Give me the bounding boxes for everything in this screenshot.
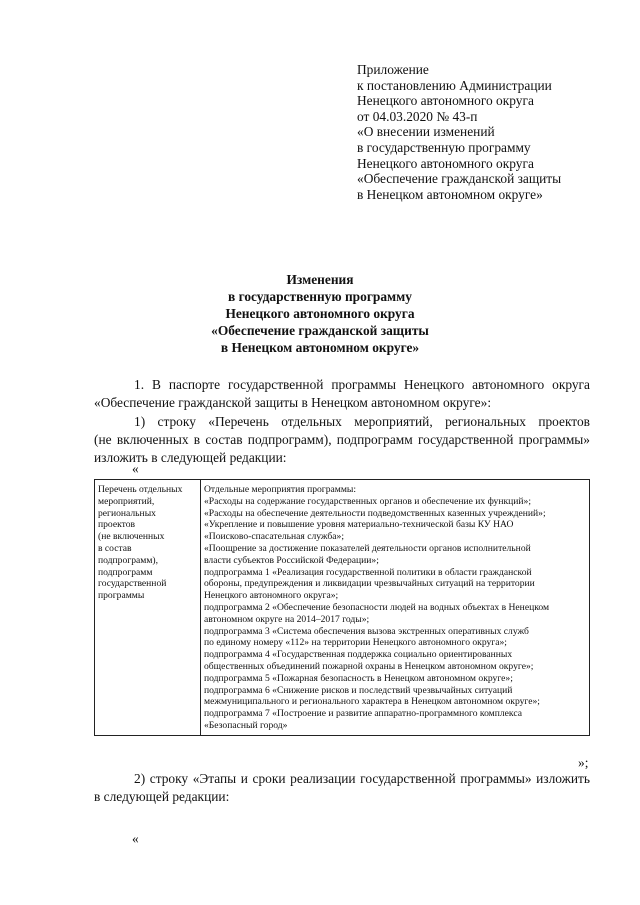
cell-line: «Расходы на содержание государственных органов и обеспечение их функций»; [204, 495, 532, 507]
appendix-line: «Обеспечение гражданской защиты [357, 171, 562, 187]
cell-line: власти субъектов Российской Федерации»; [204, 554, 379, 566]
cell-line: «Безопасный город» [204, 719, 288, 731]
appendix-block [357, 62, 561, 202]
appendix-line: к постановлению Администрации [357, 77, 552, 93]
cell-line: Перечень отдельных [98, 484, 183, 495]
cell-line: подпрограмма 4 «Государственная поддержка социально ориентированных [204, 649, 513, 661]
cell-line: подпрограмма 3 «Система обеспечения вызова экстренных оперативных служб [204, 625, 529, 637]
title-line: Ненецкого автономного округа [225, 306, 415, 321]
cell-line: «Укрепление и повышение уровня материально-технической базы КУ НАО [204, 519, 514, 531]
cell-line: «Поощрение за достижение показателей деятельности органов исполнительной [204, 542, 531, 554]
document-title [0, 271, 640, 356]
appendix-line: «О внесении изменений [357, 124, 495, 140]
paragraph-line: в следующей редакции: [94, 789, 230, 804]
cell-line: мероприятий, [98, 495, 155, 507]
title-line: Изменения [286, 272, 354, 287]
cell-line: подпрограмм [98, 566, 153, 578]
cell-line: «Расходы на обеспечение деятельности подведомственных казенных учреждений»; [204, 507, 546, 519]
appendix-line: Ненецкого автономного округа [357, 155, 534, 171]
cell-line: подпрограмма 6 «Снижение рисков и последствий чрезвычайных ситуаций [204, 684, 513, 696]
title-line: в Ненецком автономном округе» [220, 340, 420, 355]
appendix-line: от 04.03.2020 № 43-п [357, 108, 478, 124]
paragraph-2 [94, 413, 590, 467]
cell-line: программы [98, 590, 145, 602]
cell-line: по единому номеру «112» на территории Ненецкого автономного округа»; [204, 637, 507, 649]
cell-line: региональных [98, 507, 156, 519]
title-line: «Обеспечение гражданской защиты [211, 323, 429, 338]
cell-line: государственной [98, 578, 167, 590]
table-row [95, 480, 590, 736]
table-cell-content [201, 480, 590, 736]
table-cell-label [95, 480, 201, 736]
title-line: в государственную программу [228, 289, 412, 304]
paragraph-line: 1) строку «Перечень отдельных мероприятий, региональных проектов [134, 414, 590, 429]
opening-quote: « [132, 461, 139, 476]
cell-line: проектов [98, 519, 136, 531]
paragraph-line: 2) строку «Этапы и сроки реализации государственной программы» изложить [134, 771, 590, 786]
appendix-line: Приложение [357, 62, 429, 77]
program-table [94, 479, 590, 736]
closing-quote: »; [578, 755, 589, 770]
cell-line: в состав [98, 542, 132, 554]
opening-quote-2: « [132, 831, 139, 846]
cell-line: подпрограмм), [98, 554, 158, 566]
cell-line: «Поисково-спасательная служба»; [204, 531, 345, 543]
paragraph-line: изложить в следующей редакции: [94, 450, 287, 465]
cell-line: обороны, предупреждения и ликвидации чрезвычайных ситуаций на территории [204, 578, 535, 590]
cell-line: подпрограмма 1 «Реализация государственной политики в области гражданской [204, 566, 532, 578]
paragraph-line: 1. В паспорте государственной программы Ненецкого автономного округа [134, 377, 590, 392]
cell-line: общественных объединений пожарной охраны в Ненецком автономном округе»; [204, 660, 534, 672]
paragraph-line: «Обеспечение гражданской защиты в Ненецком автономном округе»: [94, 395, 492, 410]
cell-line: межмуниципального и регионального характера в Ненецком автономном округе»; [204, 696, 540, 708]
cell-line: (не включенных [98, 531, 165, 543]
appendix-line: в Ненецком автономном округе» [357, 186, 543, 202]
paragraph-1 [94, 376, 590, 412]
paragraph-line: (не включенных в состав подпрограмм), подпрограмм государственной программы» [94, 432, 590, 447]
appendix-line: в государственную программу [357, 139, 531, 155]
cell-line: подпрограмма 7 «Построение и развитие аппаратно-программного комплекса [204, 708, 522, 720]
cell-line: подпрограмма 2 «Обеспечение безопасности людей на водных объектах в Ненецком [204, 601, 550, 613]
cell-line: автономном округе на 2014–2017 годы»; [204, 613, 370, 625]
appendix-line: Ненецкого автономного округа [357, 93, 534, 109]
cell-line: Отдельные мероприятия программы: [204, 484, 357, 495]
cell-line: подпрограмма 5 «Пожарная безопасность в Ненецком автономном округе»; [204, 672, 513, 684]
paragraph-3 [94, 770, 590, 806]
cell-line: Ненецкого автономного округа»; [204, 590, 339, 602]
